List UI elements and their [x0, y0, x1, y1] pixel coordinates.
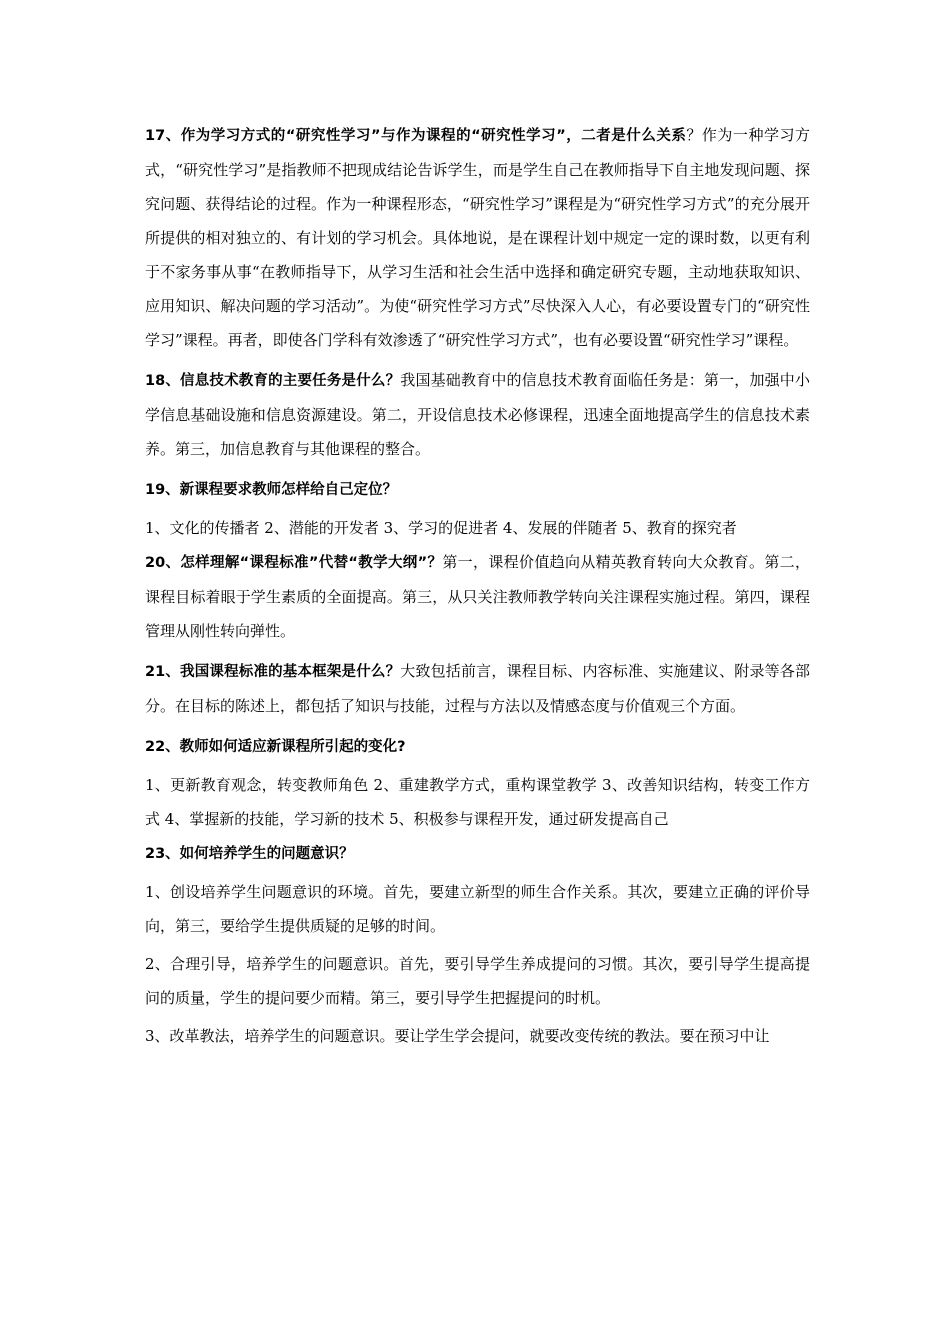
question-heading: 21、我国课程标准的基本框架是什么？ [145, 664, 401, 680]
question-heading: 23、如何培养学生的问题意识？ [145, 846, 354, 862]
answer-paragraph-23-1 [145, 875, 810, 943]
qa-item-22 [145, 729, 810, 764]
answer-text: ？作为一种学习方式，“研究性学习”是指教师不把现成结论告诉学生，而是学生自己在教师指导下自主地发现问题、探究问题、获得结论的过程。作为一种课程形态，“研究性学习”课程是为“研究性学习方式”的充分展开所提供的相对独立的、有计划的学习机会。具体地说，是在课程计划中规定一定的课时数，以更有利于不家务事从事“在教师指导下，从学习生活和社会生活中选择和确定研究专题，主动地获取知识、应用知识、解决问题的学习活动”。为使“研究性学习方式”尽快深入人心，有必要设置专门的“研究性学习”课程。再者，即使各门学科有效渗透了“研究性学习方式”，也有必要设置“研究性学习”课程。 [145, 126, 810, 349]
qa-item-20 [145, 545, 810, 648]
answer-text: 第一，课程价值趋向从精英教育转向大众教育。第二，课程目标着眼于学生素质的全面提高。第三，从只关注教师教学转向关注课程实施过程。第四，课程管理从刚性转向弹性。 [145, 553, 810, 640]
qa-item-17 [145, 118, 810, 357]
answer-paragraph-23-2 [145, 947, 810, 1015]
question-heading: 22、教师如何适应新课程所引起的变化? [145, 739, 406, 755]
qa-item-18 [145, 363, 810, 466]
answer-text: 我国基础教育中的信息技术教育面临任务是：第一，加强中小学信息基础设施和信息资源建设。第二，开设信息技术必修课程，迅速全面地提高学生的信息技术素养。第三，加信息教育与其他课程的整合。 [145, 371, 810, 458]
answer-text: 1、文化的传播者 2、潜能的开发者 3、学习的促进者 4、发展的伴随者 5、教育的探究者 [145, 519, 737, 537]
document-page [145, 118, 810, 1053]
answer-text: 2、合理引导，培养学生的问题意识。首先，要引导学生养成提问的习惯。其次，要引导学生提高提问的质量，学生的提问要少而精。第三，要引导学生把握提问的时机。 [145, 955, 810, 1007]
qa-item-23 [145, 836, 810, 871]
answer-paragraph-23-3 [145, 1019, 810, 1053]
answer-text: 3、改革教法，培养学生的问题意识。要让学生学会提问，就要改变传统的教法。要在预习中让 [145, 1027, 770, 1045]
question-heading: 17、作为学习方式的“研究性学习”与作为课程的“研究性学习”，二者是什么关系 [145, 128, 687, 144]
answer-text: 大致包括前言，课程目标、内容标准、实施建议、附录等各部分。在目标的陈述上，都包括了知识与技能，过程与方法以及情感态度与价值观三个方面。 [145, 662, 810, 715]
question-heading: 19、新课程要求教师怎样给自己定位？ [145, 482, 398, 498]
question-heading: 18、信息技术教育的主要任务是什么？ [145, 373, 401, 389]
answer-paragraph-22 [145, 768, 810, 836]
question-heading: 20、怎样理解“课程标准”代替“教学大纲”？ [145, 555, 443, 571]
answer-paragraph-19 [145, 511, 810, 545]
qa-item-19 [145, 472, 810, 507]
answer-text: 1、更新教育观念，转变教师角色 2、重建教学方式，重构课堂教学 3、改善知识结构，转变工作方式 4、掌握新的技能，学习新的技术 5、积极参与课程开发，通过研发提高自己 [145, 776, 810, 828]
qa-item-21 [145, 654, 810, 723]
answer-text: 1、创设培养学生问题意识的环境。首先，要建立新型的师生合作关系。其次，要建立正确的评价导向，第三，要给学生提供质疑的足够的时间。 [145, 883, 810, 935]
